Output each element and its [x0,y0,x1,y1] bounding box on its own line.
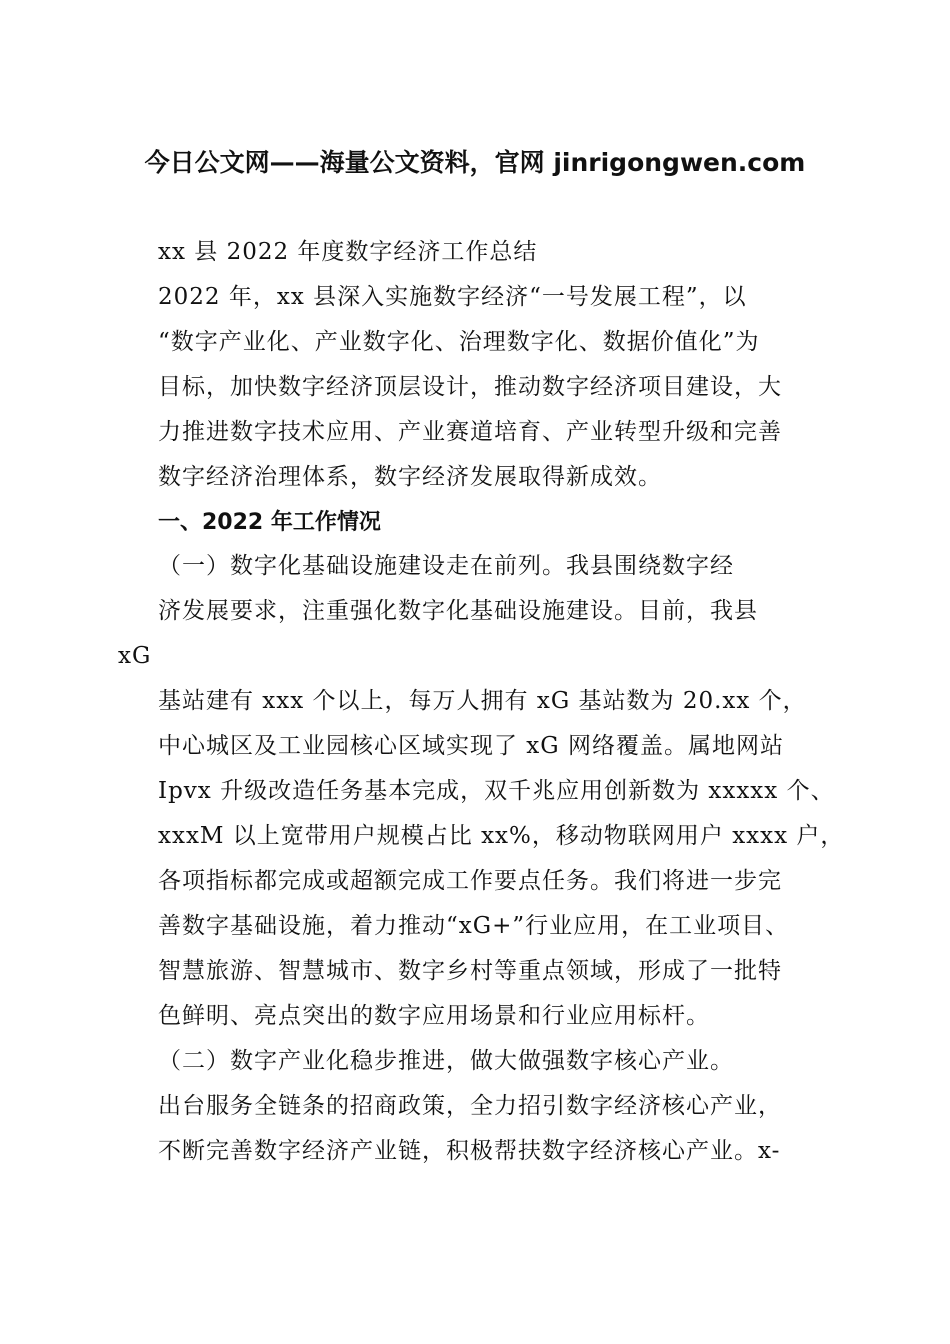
intro-line: “数字产业化、产业数字化、治理数字化、数据价值化”为 [158,329,760,355]
paragraph-line: 出台服务全链条的招商政策，全力招引数字经济核心产业， [158,1093,782,1119]
paragraph-line: 色鲜明、亮点突出的数字应用场景和行业应用标杆。 [158,1003,710,1029]
intro-line: 数字经济治理体系，数字经济发展取得新成效。 [158,464,662,490]
subsection-2-heading-line: （二）数字产业化稳步推进，做大做强数字核心产业。 [158,1048,734,1074]
paragraph-line: xxxM 以上宽带用户规模占比 xx%，移动物联网用户 xxxx 户， [158,823,845,849]
intro-line: 目标，加快数字经济顶层设计，推动数字经济项目建设，大 [158,374,782,400]
document-title: xx 县 2022 年度数字经济工作总结 [158,239,538,265]
intro-line: 2022 年，xx 县深入实施数字经济“一号发展工程”，以 [158,284,747,310]
subsection-1-heading-line: （一）数字化基础设施建设走在前列。我县围绕数字经 [158,553,734,579]
paragraph-line: 基站建有 xxx 个以上，每万人拥有 xG 基站数为 20.xx 个， [158,688,807,714]
paragraph-line: 中心城区及工业园核心区域实现了 xG 网络覆盖。属地网站 [158,733,784,759]
paragraph-line: Ipvx 升级改造任务基本完成，双千兆应用创新数为 xxxxx 个、 [158,778,835,804]
paragraph-line: 各项指标都完成或超额完成工作要点任务。我们将进一步完 [158,868,782,894]
paragraph-line: 智慧旅游、智慧城市、数字乡村等重点领域，形成了一批特 [158,958,782,984]
site-header-banner: 今日公文网——海量公文资料，官网 jinrigongwen.com [144,148,806,177]
section-heading: 一、2022 年工作情况 [158,510,381,535]
paragraph-line: 济发展要求，注重强化数字化基础设施建设。目前，我县 [158,598,758,624]
intro-line: 力推进数字技术应用、产业赛道培育、产业转型升级和完善 [158,419,782,445]
paragraph-line: 不断完善数字经济产业链，积极帮扶数字经济核心产业。x- [158,1138,781,1164]
paragraph-line: xG [118,643,152,669]
paragraph-line: 善数字基础设施，着力推动“xG+”行业应用，在工业项目、 [158,913,790,939]
